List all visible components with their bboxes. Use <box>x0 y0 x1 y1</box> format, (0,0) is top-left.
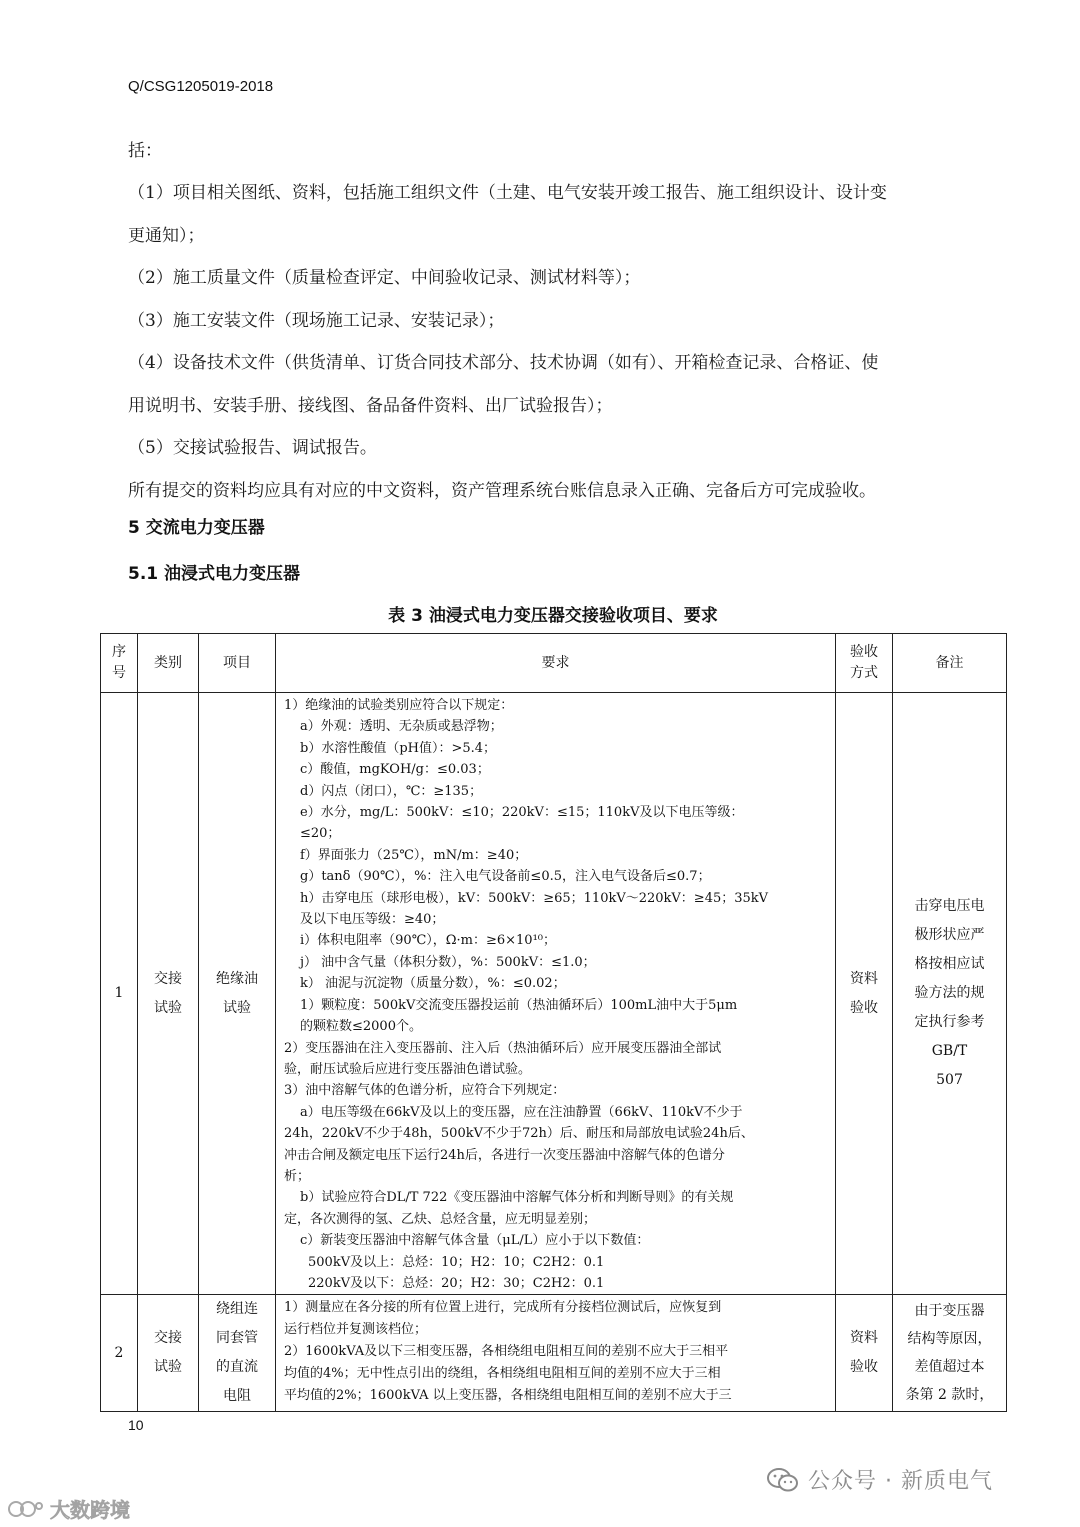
table-row <box>101 1295 1007 1412</box>
section-heading-5-1: 5.1 油浸式电力变压器 <box>128 564 301 584</box>
table-caption: 表 3 油浸式电力变压器交接验收项目、要求 <box>388 606 718 626</box>
row-item: 绝缘油 试验 <box>199 693 276 1295</box>
table-row <box>101 693 1007 1295</box>
list-item-2: （2）施工质量文件（质量检查评定、中间验收记录、测试材料等）； <box>128 268 641 288</box>
row-category: 交接 试验 <box>138 1295 199 1412</box>
row-method: 资料 验收 <box>836 1295 893 1412</box>
section-heading-5: 5 交流电力变压器 <box>128 518 265 538</box>
row-method: 资料 验收 <box>836 693 893 1295</box>
table-header-row <box>101 634 1007 693</box>
acceptance-table <box>100 633 1007 1412</box>
brand-logo-icon <box>6 1498 46 1520</box>
header-remark: 备注 <box>893 634 1007 693</box>
watermark-brand <box>6 1494 130 1523</box>
row-remark: 由于变压器 结构等原因， 差值超过本 条第 2 款时， <box>893 1295 1007 1412</box>
watermark-wechat-text: 公众号 · 新质电气 <box>808 1469 993 1494</box>
row-seq: 2 <box>101 1295 138 1412</box>
wechat-icon <box>766 1467 800 1493</box>
row-category: 交接 试验 <box>138 693 199 1295</box>
page-number: 10 <box>128 1417 144 1433</box>
document-code: Q/CSG1205019-2018 <box>128 78 274 95</box>
row-requirement: 1）测量应在各分接的所有位置上进行，完成所有分接档位测试后，应恢复到 运行档位并复测该档位； 2）1600kVA及以下三相变压器，各相绕组电阻相互间的差别不应大于三相平 均值的4%；无中性点引出的绕组，各相绕组电阻相互间的差别不应大于三相 平均值的2%；1600kVA 以上变压器，各相绕组电阻相互间的差别不应大于三 <box>276 1295 836 1412</box>
row-seq: 1 <box>101 693 138 1295</box>
list-item-4-line-2: 用说明书、安装手册、接线图、备品备件资料、出厂试验报告）； <box>128 396 613 416</box>
row-item: 绕组连 同套管 的直流 电阻 <box>199 1295 276 1412</box>
closing-paragraph: 所有提交的资料均应具有对应的中文资料，资产管理系统台账信息录入正确、完备后方可完成验收。 <box>128 481 876 501</box>
row-remark: 击穿电压电 极形状应严 格按相应试 验方法的规 定执行参考 GB/T 507 <box>893 693 1007 1295</box>
row-requirement: 1）绝缘油的试验类别应符合以下规定： a）外观：透明、无杂质或悬浮物； b）水溶性酸值（pH值）：>5.4； c）酸值，mgKOH/g：≤0.03； d）闪点（闭口），℃：≥135； e）水分，mg/L：500kV：≤10；220kV：≤15；110kV及以下电压等级： ≤20； f）界面张力（25℃），mN/m：≥40； g）tanδ（90℃），%：注入电气设备前≤0.5，注入电气设备后≤0.7； h）击穿电压（球形电极），kV：500kV：≥65；110kV～220kV：≥45；35kV 及以下电压等级：≥40； i）体积电阻率（90℃），Ω·m：≥6×10¹⁰； j） 油中含气量（体积分数），%：500kV：≤1.0； k） 油泥与沉淀物（质量分数），%：≤0.02； 1）颗粒度：500kV交流变压器投运前（热油循环后）100mL油中大于5μm 的颗粒数≤2000个。 2）变压器油在注入变压器前、注入后（热油循环后）应开展变压器油全部试 验，耐压试验后应进行变压器油色谱试验。 3）油中溶解气体的色谱分析，应符合下列规定： a）电压等级在66kV及以上的变压器，应在注油静置（66kV、110kV不少于 24h，220kV不少于48h，500kV不少于72h）后、耐压和局部放电试验24h后、 冲击合闸及额定电压下运行24h后，各进行一次变压器油中溶解气体的色谱分 析； b）试验应符合DL/T 722《变压器油中溶解气体分析和判断导则》的有关规 定，各次测得的氢、乙炔、总烃含量，应无明显差别； c）新装变压器油中溶解气体含量（μL/L）应小于以下数值： 500kV及以上：总烃：10；H2：10；C2H2：0.1 220kV及以下：总烃：20；H2：30；C2H2：0.1 <box>276 693 836 1295</box>
header-requirement: 要求 <box>276 634 836 693</box>
watermark-brand-text: 大数跨境 <box>50 1498 130 1522</box>
header-category: 类别 <box>138 634 199 693</box>
header-seq: 序 号 <box>101 634 138 693</box>
list-item-1-line-1: （1）项目相关图纸、资料，包括施工组织文件（土建、电气安装开竣工报告、施工组织设计、设计变 <box>128 183 887 203</box>
header-item: 项目 <box>199 634 276 693</box>
list-item-4-line-1: （4）设备技术文件（供货清单、订货合同技术部分、技术协调（如有）、开箱检查记录、合格证、使 <box>128 353 879 373</box>
header-method: 验收 方式 <box>836 634 893 693</box>
paragraph-continuation: 括： <box>128 141 162 161</box>
list-item-5: （5）交接试验报告、调试报告。 <box>128 438 377 458</box>
list-item-1-line-2: 更通知）； <box>128 226 205 246</box>
watermark-wechat <box>766 1464 993 1495</box>
list-item-3: （3）施工安装文件（现场施工记录、安装记录）； <box>128 311 505 331</box>
